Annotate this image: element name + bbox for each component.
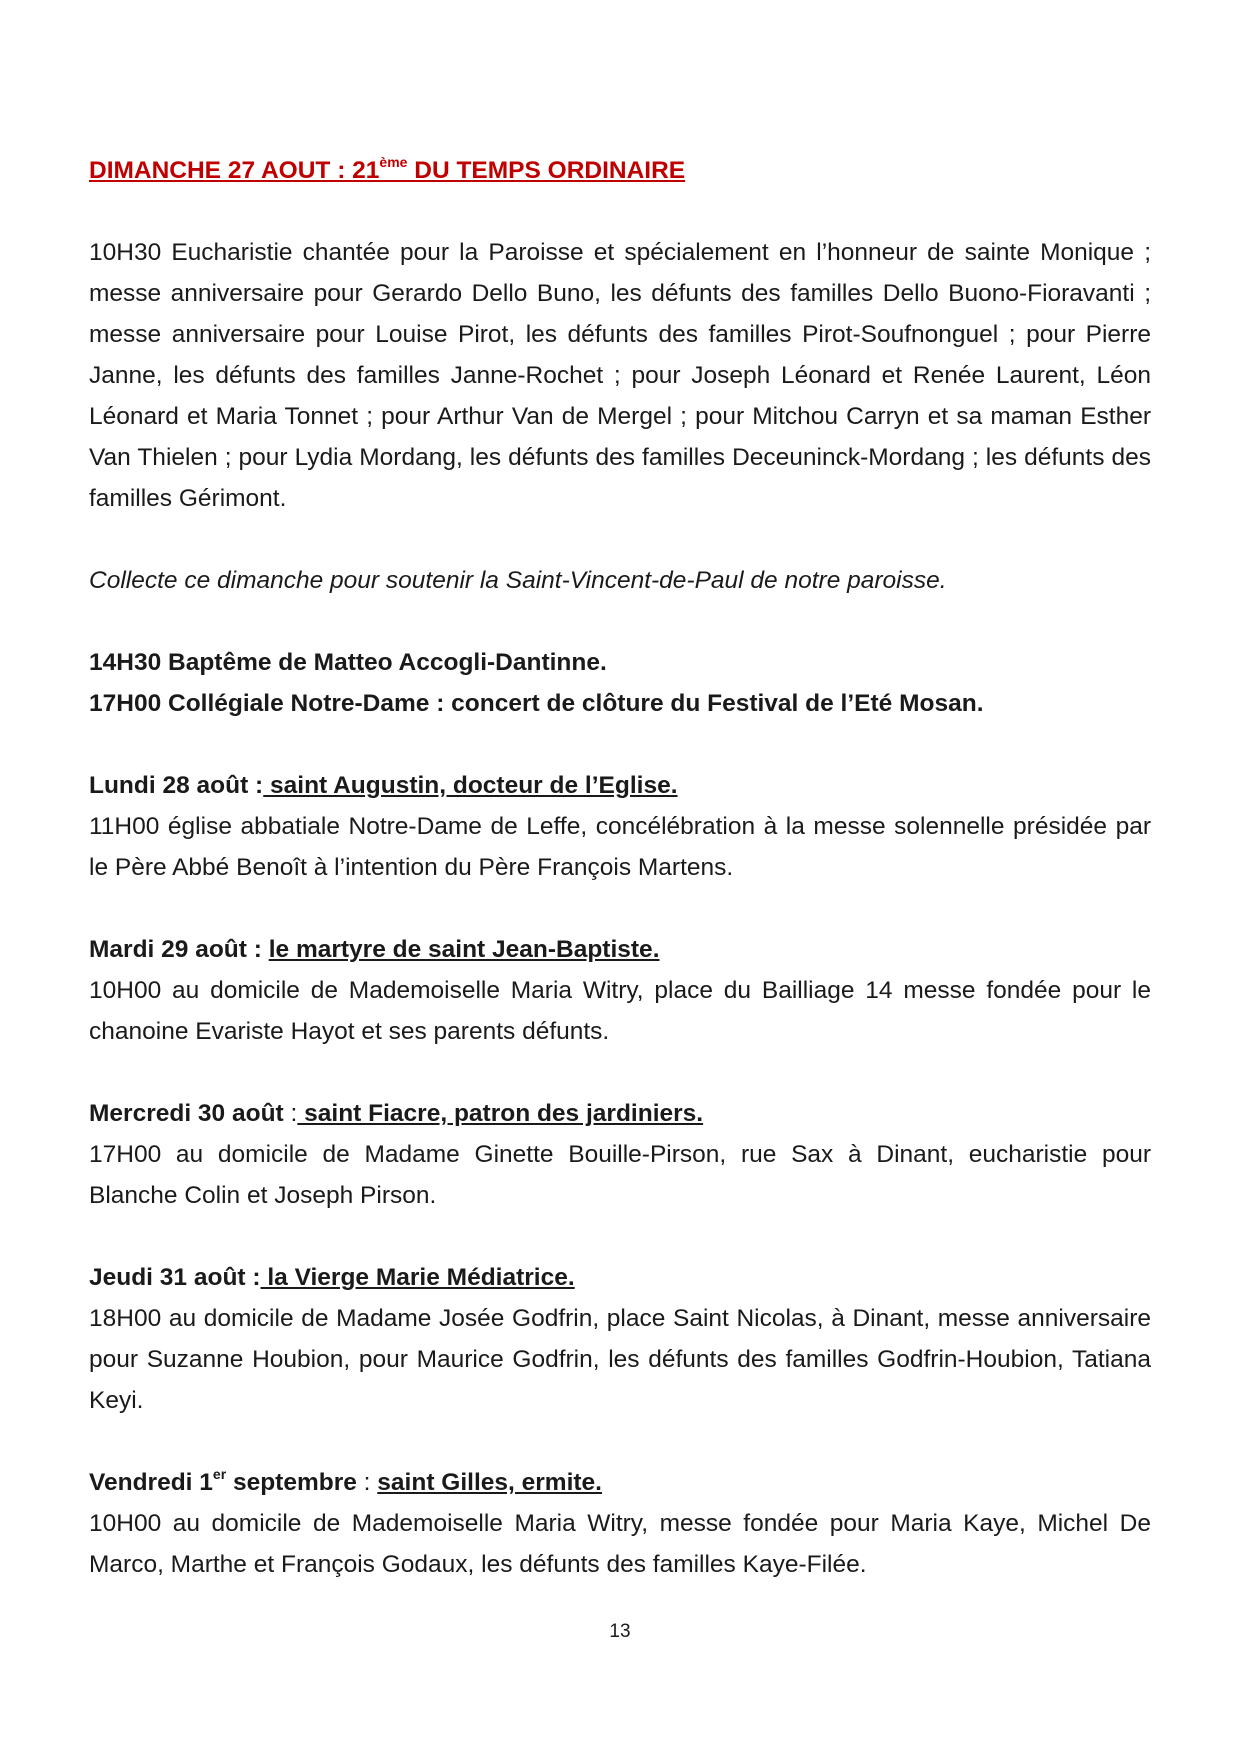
day-text: 11H00 église abbatiale Notre-Dame de Leffe, concélébration à la messe solennelle présidée par le Père Abbé Benoît à l’intention du Père François Martens. xyxy=(89,813,1151,881)
sunday-mass-paragraph: 10H30 Eucharistie chantée pour la Paroisse et spécialement en l’honneur de sainte Monique ; messe anniversaire pour Gerardo Dello Buno, les défunts des familles Dello Buono-Fioravanti ; messe anniversaire pour Louise Pirot, les défunts des familles Pirot-Soufnonguel ; pour Pierre Janne, les défunts des familles Janne-Rochet ; pour Joseph Léonard et Renée Laurent, Léon Léonard et Maria Tonnet ; pour Arthur Van de Mergel ; pour Mitchou Carryn et sa maman Esther Van Thielen ; pour Lydia Mordang, les défunts des familles Deceuninck-Mordang ; les défunts des familles Gérimont. xyxy=(89,239,1151,512)
day-label-sup: er xyxy=(212,1466,227,1482)
day-text: 10H00 au domicile de Mademoiselle Maria Witry, place du Bailliage 14 messe fondée pour le chanoine Evariste Hayot et ses parents défunts. xyxy=(89,977,1151,1045)
sunday-title-sup: ème xyxy=(379,154,408,170)
day-label-text: Vendredi 1 xyxy=(89,1469,213,1496)
feast-name: le martyre de saint Jean-Baptiste. xyxy=(268,936,660,963)
day-heading xyxy=(89,1462,1151,1503)
day-separator: : xyxy=(356,1469,378,1496)
sunday-title-prefix: DIMANCHE 27 AOUT : 21 xyxy=(89,157,380,184)
feast-name: saint Fiacre, patron des jardiniers. xyxy=(297,1100,704,1127)
collecte-note: Collecte ce dimanche pour soutenir la Saint-Vincent-de-Paul de notre paroisse. xyxy=(89,567,947,594)
feast-name: saint Augustin, docteur de l’Eglise. xyxy=(263,772,678,799)
day-label: Lundi 28 août : xyxy=(89,772,264,799)
day-heading xyxy=(89,1257,1151,1298)
sunday-title-suffix: DU TEMPS ORDINAIRE xyxy=(407,157,686,184)
day-label: Mercredi 30 août xyxy=(89,1100,284,1127)
bapteme-line: 14H30 Baptême de Matteo Accogli-Dantinne. xyxy=(89,649,607,676)
day-separator: : xyxy=(283,1100,298,1127)
day-heading xyxy=(89,765,1151,806)
feast-name: la Vierge Marie Médiatrice. xyxy=(260,1264,575,1291)
sunday-title xyxy=(89,150,1151,191)
day-heading xyxy=(89,929,1151,970)
concert-line: 17H00 Collégiale Notre-Dame : concert de clôture du Festival de l’Eté Mosan. xyxy=(89,690,984,717)
day-label: Jeudi 31 août : xyxy=(89,1264,261,1291)
feast-name: saint Gilles, ermite. xyxy=(377,1469,602,1496)
day-text: 17H00 au domicile de Madame Ginette Bouille-Pirson, rue Sax à Dinant, eucharistie pour Blanche Colin et Joseph Pirson. xyxy=(89,1141,1151,1209)
day-label: Mardi 29 août : xyxy=(89,936,269,963)
day-label-suffix: septembre xyxy=(226,1469,357,1496)
day-text: 18H00 au domicile de Madame Josée Godfrin, place Saint Nicolas, à Dinant, messe anniversaire pour Suzanne Houbion, pour Maurice Godfrin, les défunts des familles Godfrin-Houbion, Tatiana Keyi. xyxy=(89,1305,1151,1414)
day-label xyxy=(89,1466,357,1496)
day-heading xyxy=(89,1093,1151,1134)
day-text: 10H00 au domicile de Mademoiselle Maria Witry, messe fondée pour Maria Kaye, Michel De Marco, Marthe et François Godaux, les défunts des familles Kaye-Filée. xyxy=(89,1510,1151,1578)
page-number: 13 xyxy=(609,1621,631,1642)
bulletin-page xyxy=(89,150,1151,1585)
